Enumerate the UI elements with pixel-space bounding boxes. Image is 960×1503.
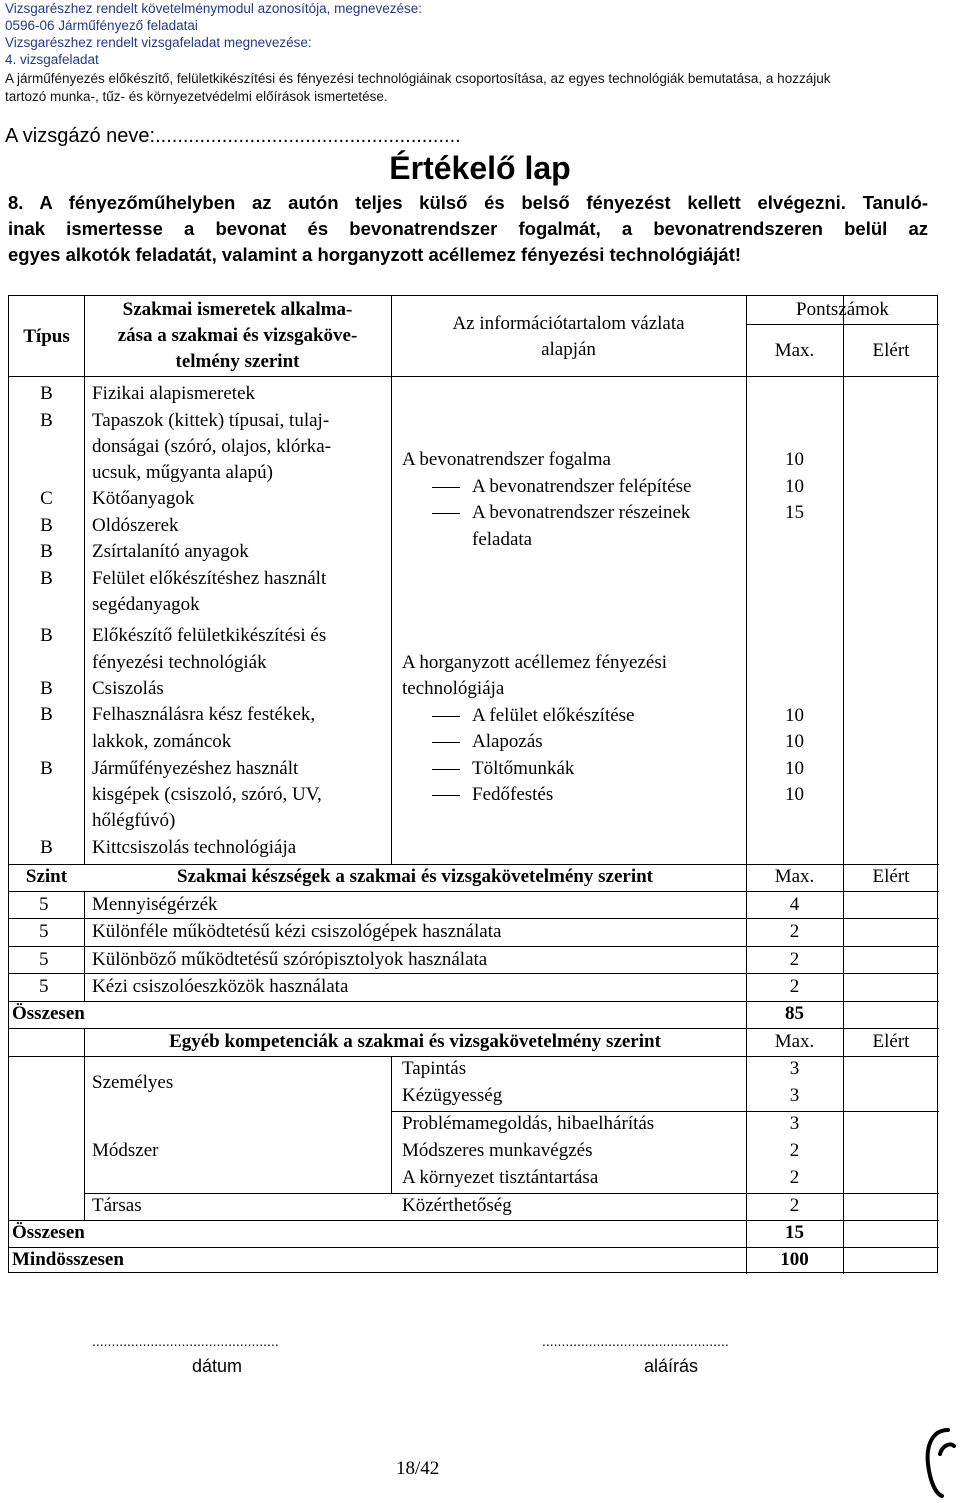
knowledge-type: B	[40, 837, 53, 858]
info-item-max: 15	[785, 502, 804, 523]
competence-item: A környezet tisztántartása	[402, 1167, 599, 1188]
info-item-max: 10	[785, 784, 804, 805]
knowledge-type: B	[40, 383, 53, 404]
knowledge-item: Felhasználásra kész festékek,	[92, 704, 316, 725]
info-item-max: 10	[785, 758, 804, 779]
knowledge-item: segédanyagok	[92, 594, 200, 615]
signature-dots: ................................................	[542, 1333, 729, 1349]
skill-item: Különböző működtetésű szórópisztolyok használata	[92, 949, 488, 970]
grid-line	[746, 324, 939, 325]
competence-max: 2	[789, 1195, 800, 1216]
skill-level: 5	[39, 949, 49, 970]
knowledge-item: Kittcsiszolás technológiája	[92, 837, 297, 858]
header-info-1: Az információtartalom vázlata	[452, 313, 685, 334]
skills-header-max: Max.	[774, 866, 815, 887]
competence-item: Problémamegoldás, hibaelhárítás	[402, 1113, 655, 1134]
header-szakmai-2: zása a szakmai és vizsgaköve-	[117, 325, 358, 346]
skills-header-level: Szint	[25, 866, 68, 887]
total-label: Összesen	[12, 1003, 85, 1024]
competence-item: Közérthetőség	[402, 1195, 512, 1216]
task-line: inak ismertesse a bevonat és bevonatrendszer fogalmát, a bevonatrendszeren belül az	[8, 218, 928, 239]
competence-group: Társas	[92, 1195, 142, 1216]
competence-max: 3	[789, 1085, 800, 1106]
info-item-max: 10	[785, 705, 804, 726]
task-description	[8, 190, 928, 268]
dash-icon	[432, 769, 460, 770]
knowledge-item: kisgépek (csiszoló, szóró, UV,	[92, 784, 322, 805]
competence-max: 3	[789, 1113, 800, 1134]
info-item: Töltőmunkák	[432, 756, 574, 782]
candidate-name-field: A vizsgázó neve:.......................................................	[5, 125, 461, 147]
competence-item: Tapintás	[402, 1058, 467, 1079]
skill-item: Különféle működtetésű kézi csiszológépek használata	[92, 921, 502, 942]
knowledge-item: Oldószerek	[92, 515, 179, 536]
competence-max: 3	[789, 1058, 800, 1079]
skills-header-title: Szakmai készségek a szakmai és vizsgakövetelmény szerint	[177, 866, 653, 887]
info-item-cont: feladata	[472, 529, 533, 550]
competence-max: 2	[789, 1167, 800, 1188]
skills-header-elert: Elért	[872, 866, 910, 887]
other-header-title: Egyéb kompetenciák a szakmai és vizsgakövetelmény szerint	[169, 1031, 661, 1052]
competence-group: Módszer	[92, 1140, 159, 1161]
knowledge-type: B	[40, 541, 53, 562]
dash-icon	[432, 742, 460, 743]
knowledge-item: fényezési technológiák	[92, 652, 267, 673]
knowledge-item: Fizikai alapismeretek	[92, 383, 256, 404]
dash-icon	[432, 513, 460, 514]
total-label: Összesen	[12, 1222, 85, 1243]
knowledge-item: ucsuk, műgyanta alapú)	[92, 462, 273, 483]
knowledge-item: Zsírtalanító anyagok	[92, 541, 249, 562]
knowledge-item: Előkészítő felületkikészítési és	[92, 625, 327, 646]
header-pontszamok: Pontszámok	[796, 299, 889, 320]
skill-max: 2	[789, 949, 800, 970]
knowledge-type: B	[40, 758, 53, 779]
knowledge-type: B	[40, 568, 53, 589]
header-info-2: alapján	[541, 339, 596, 360]
knowledge-type: C	[40, 488, 53, 509]
header-task-label: Vizsgarészhez rendelt vizsgafeladat megnevezése:	[5, 35, 312, 50]
date-label: dátum	[192, 1356, 243, 1376]
knowledge-item: donságai (szóró, olajos, klórka-	[92, 436, 332, 457]
grid-line	[391, 1056, 392, 1194]
grid-line	[84, 296, 85, 864]
skill-item: Kézi csiszolóeszközök használata	[92, 976, 349, 997]
info-item: Fedőfestés	[432, 782, 553, 808]
header-max: Max.	[774, 340, 815, 361]
info-item: A felület előkészítése	[432, 703, 635, 729]
info-item: A bevonatrendszer felépítése	[432, 474, 691, 500]
header-module-label: Vizsgarészhez rendelt követelménymodul azonosítója, megnevezése:	[5, 1, 422, 16]
knowledge-item: hőlégfúvó)	[92, 810, 176, 831]
knowledge-type: B	[40, 625, 53, 646]
header-szakmai-1: Szakmai ismeretek alkalma-	[122, 299, 353, 320]
dash-icon	[432, 716, 460, 717]
grand-total-value: 100	[780, 1249, 809, 1270]
knowledge-item: lakkok, zománcok	[92, 731, 232, 752]
evaluation-table	[8, 295, 938, 1273]
knowledge-item: Járműfényezéshez használt	[92, 758, 299, 779]
knowledge-item: Kötőanyagok	[92, 488, 195, 509]
header-szakmai-3: telmény szerint	[175, 351, 300, 372]
knowledge-item: Tapaszok (kittek) típusai, tulaj-	[92, 410, 330, 431]
other-header-elert: Elért	[872, 1031, 910, 1052]
knowledge-item: Csiszolás	[92, 678, 164, 699]
info-item-max: 10	[785, 731, 804, 752]
info-block1-title: A bevonatrendszer fogalma	[402, 449, 611, 470]
info-block2-title: A horganyzott acéllemez fényezési	[402, 652, 667, 673]
grid-line	[843, 296, 844, 1274]
task-line: 8. A fényezőműhelyben az autón teljes külső és belső fényezést kellett elvégezni. Tanuló-	[8, 192, 928, 213]
dash-icon	[432, 795, 460, 796]
task-line: egyes alkotók feladatát, valamint a horganyzott acéllemez fényezési technológiáját!	[8, 244, 742, 265]
info-block2-title-cont: technológiája	[402, 678, 505, 699]
knowledge-type: B	[40, 410, 53, 431]
info-item: A bevonatrendszer részeinek	[432, 500, 690, 526]
total-value: 15	[785, 1222, 804, 1243]
header-task-number: 4. vizsgafeladat	[5, 52, 99, 67]
skill-max: 2	[789, 976, 800, 997]
skill-level: 5	[39, 921, 49, 942]
info-item: Alapozás	[432, 729, 543, 755]
other-header-max: Max.	[774, 1031, 815, 1052]
competence-item: Kézügyesség	[402, 1085, 503, 1106]
total-value: 85	[785, 1003, 804, 1024]
knowledge-type: B	[40, 678, 53, 699]
grid-line	[9, 376, 939, 377]
page-number: 18/42	[396, 1458, 440, 1479]
info-item-max: 10	[785, 476, 804, 497]
page-title: Értékelő lap	[389, 150, 571, 186]
skill-level: 5	[39, 976, 49, 997]
knowledge-item: Felület előkészítéshez használt	[92, 568, 327, 589]
grid-line	[391, 296, 392, 864]
grand-total-label: Mindösszesen	[12, 1249, 124, 1270]
knowledge-type: B	[40, 704, 53, 725]
skill-max: 2	[789, 921, 800, 942]
header-task-description-cont: tartozó munka-, tűz- és környezetvédelmi előírások ismertetése.	[5, 89, 388, 104]
header-elert: Elért	[872, 340, 910, 361]
header-module-name: 0596-06 Járműfényező feladatai	[5, 18, 198, 33]
competence-item: Módszeres munkavégzés	[402, 1140, 593, 1161]
header-tipus: Típus	[23, 326, 70, 347]
skill-item: Mennyiségérzék	[92, 894, 218, 915]
dash-icon	[432, 487, 460, 488]
competence-group: Személyes	[92, 1072, 174, 1093]
skill-level: 5	[39, 894, 49, 915]
knowledge-type: B	[40, 515, 53, 536]
signature-label: aláírás	[644, 1356, 699, 1376]
header-task-description: A járműfényezés előkészítő, felületkikészítési és fényezési technológiáinak csoportosítása, az egyes technológiák bemutatása, a hozzájuk	[5, 71, 831, 86]
corner-logo-icon	[918, 1424, 958, 1500]
info-block1-title-max: 10	[785, 449, 804, 470]
date-dots: ................................................	[92, 1333, 279, 1349]
competence-max: 2	[789, 1140, 800, 1161]
skill-max: 4	[789, 894, 800, 915]
